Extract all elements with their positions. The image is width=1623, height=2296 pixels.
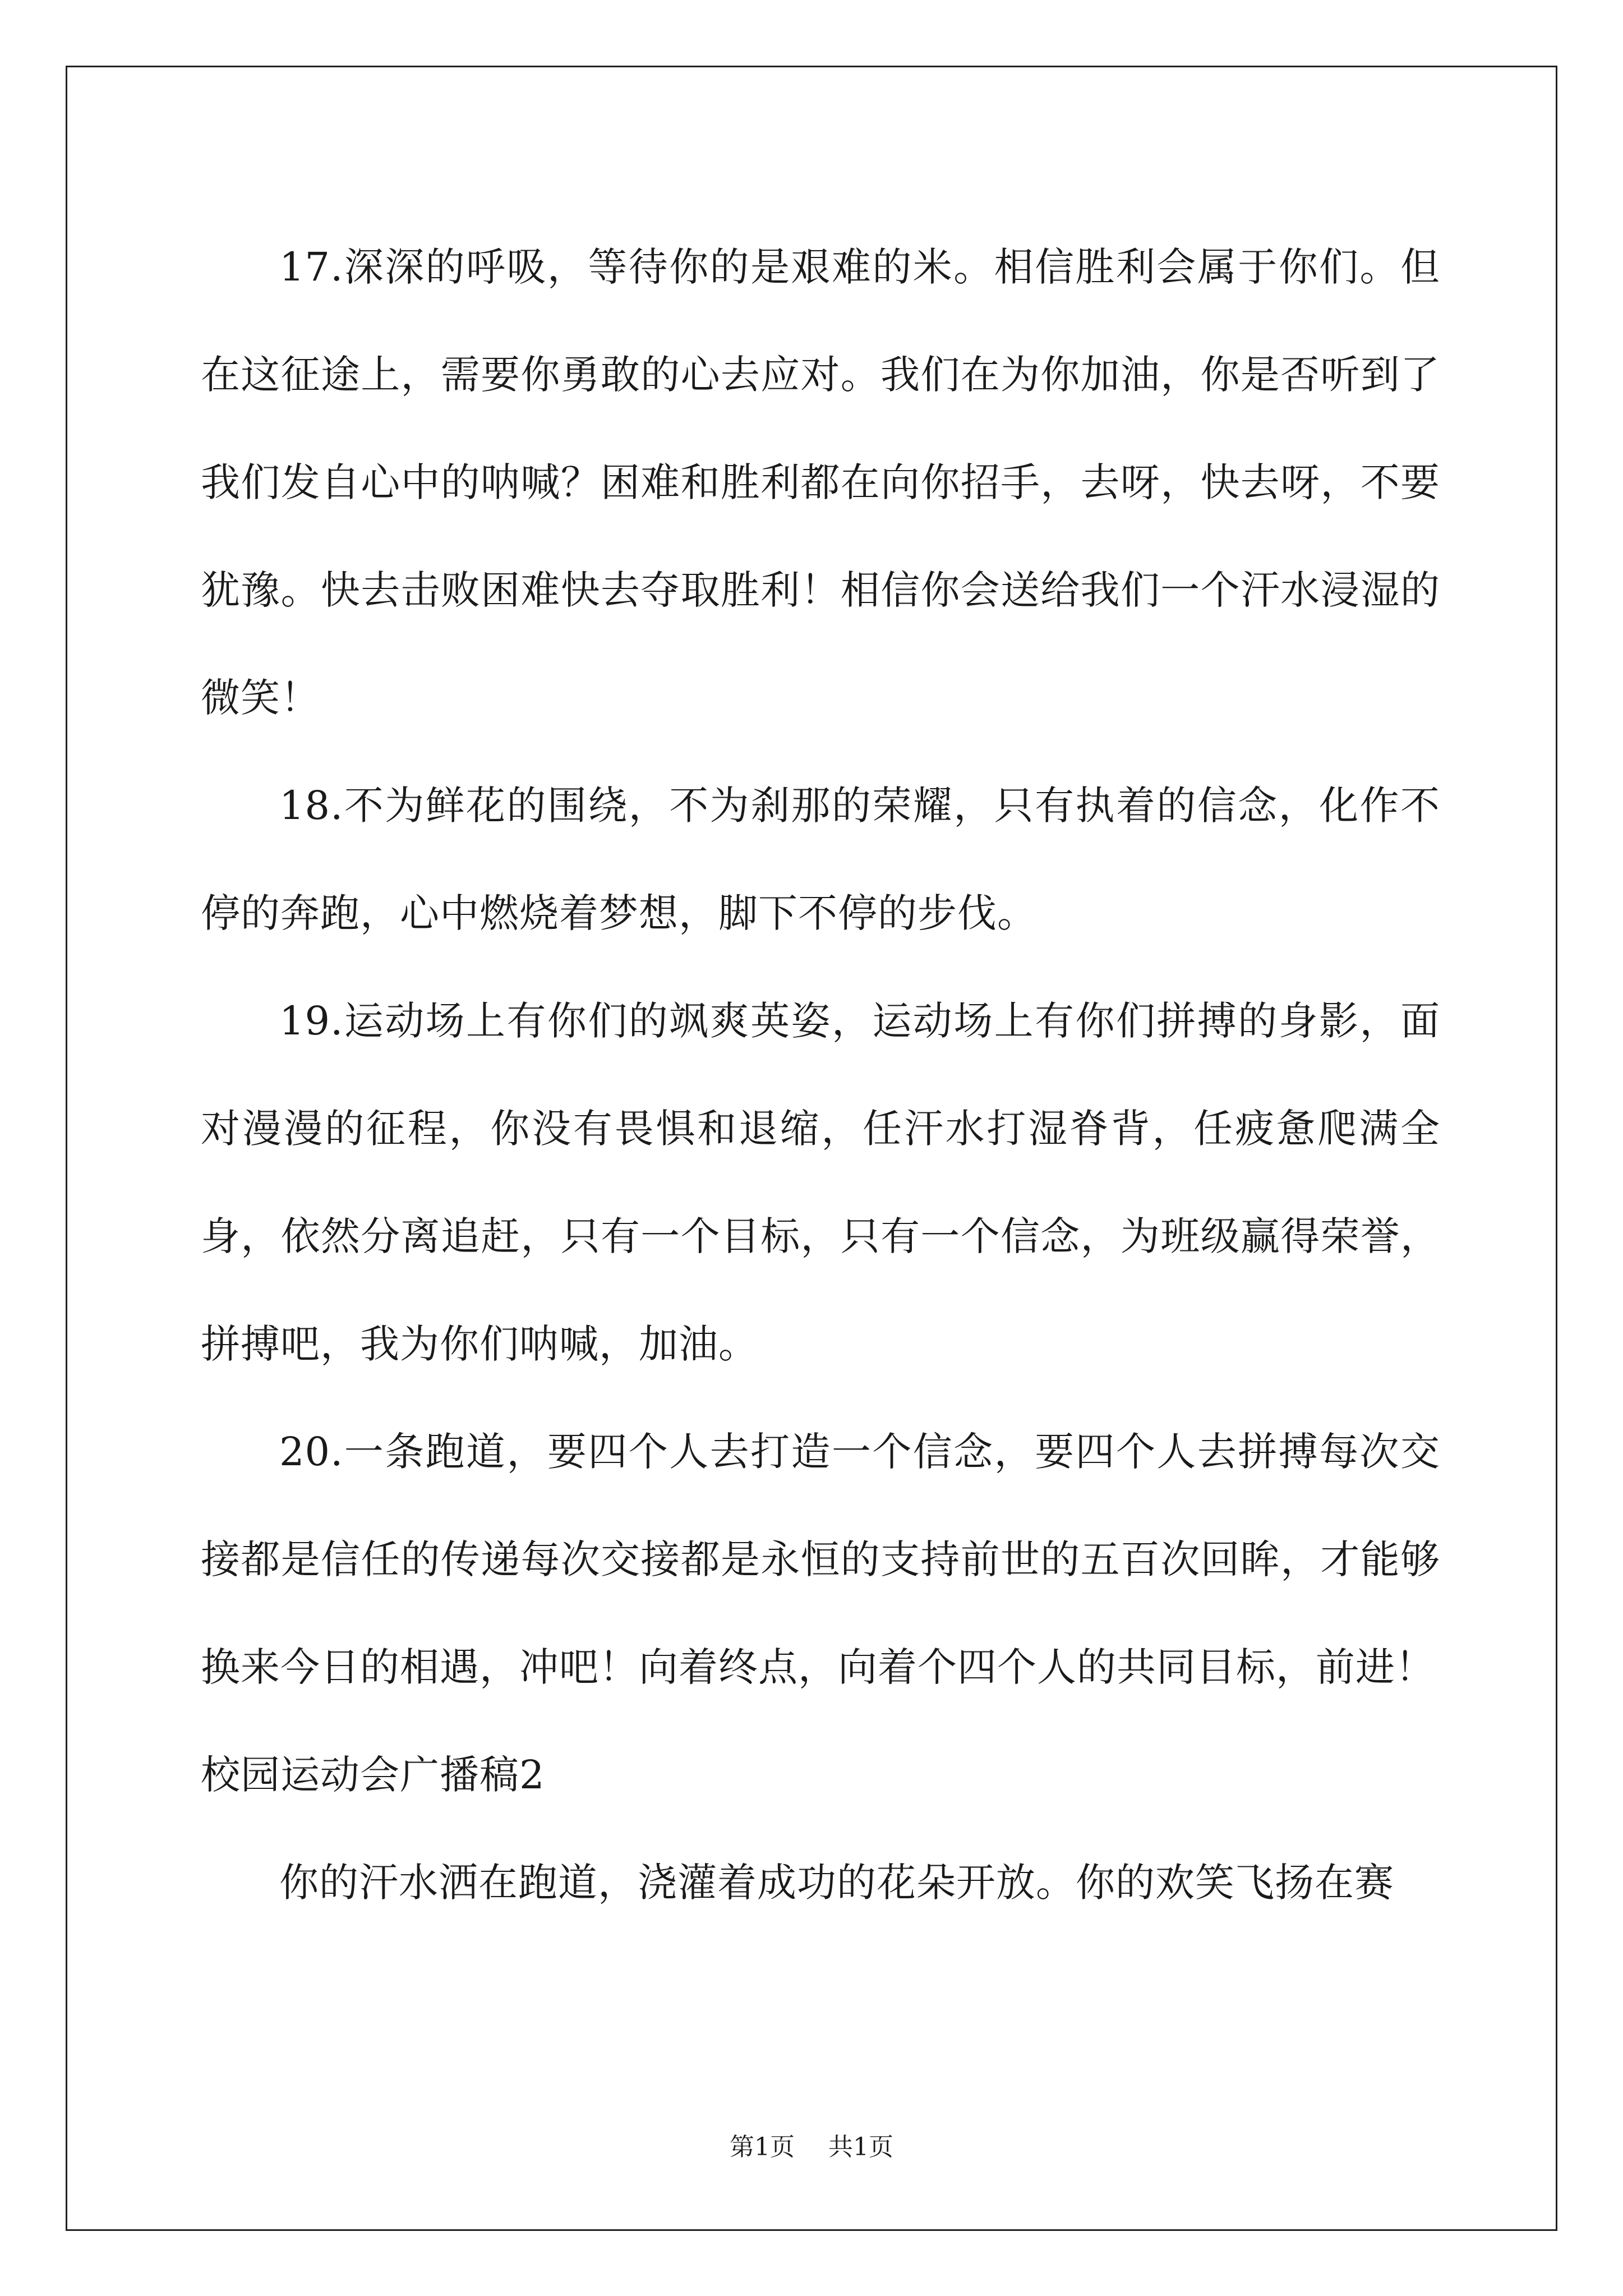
page-total: 共1页 (828, 2133, 893, 2161)
section-paragraph: 你的汗水洒在跑道，浇灌着成功的花朵开放。你的欢笑飞扬在赛 (279, 1860, 1394, 1906)
paragraph-18: 18.不为鲜花的围绕，不为刹那的荣耀，只有执着的信念，化作不停的奔跑，心中燃烧着梦想，脚下不停的步伐。 (201, 783, 1440, 936)
paragraph-20: 20.一条跑道，要四个人去打造一个信念，要四个人去拼搏每次交接都是信任的传递每次交接都是永恒的支持前世的五百次回眸，才能够换来今日的相遇，冲吧！向着终点，向着个四个人的共同目标，前进！ (201, 1429, 1440, 1690)
section-heading: 校园运动会广播稿2 (201, 1752, 545, 1798)
paragraph-19: 19.运动场上有你们的飒爽英姿，运动场上有你们拼搏的身影，面对漫漫的征程，你没有畏惧和退缩，任汗水打湿脊背，任疲惫爬满全身，依然分离追赶，只有一个目标，只有一个信念，为班级赢得荣誉，拼搏吧，我为你们呐喊，加油。 (201, 998, 1440, 1367)
page-footer (0, 2131, 1623, 2164)
paragraph-17: 17.深深的呼吸，等待你的是艰难的米。相信胜利会属于你们。但在这征途上，需要你勇敢的心去应对。我们在为你加油，你是否听到了我们发自心中的呐喊？困难和胜利都在向你招手，去呀，快去呀，不要犹豫。快去击败困难快去夺取胜利！相信你会送给我们一个汗水浸湿的微笑！ (201, 244, 1440, 721)
document-body (201, 213, 1440, 1936)
page-number: 第1页 (730, 2133, 795, 2161)
